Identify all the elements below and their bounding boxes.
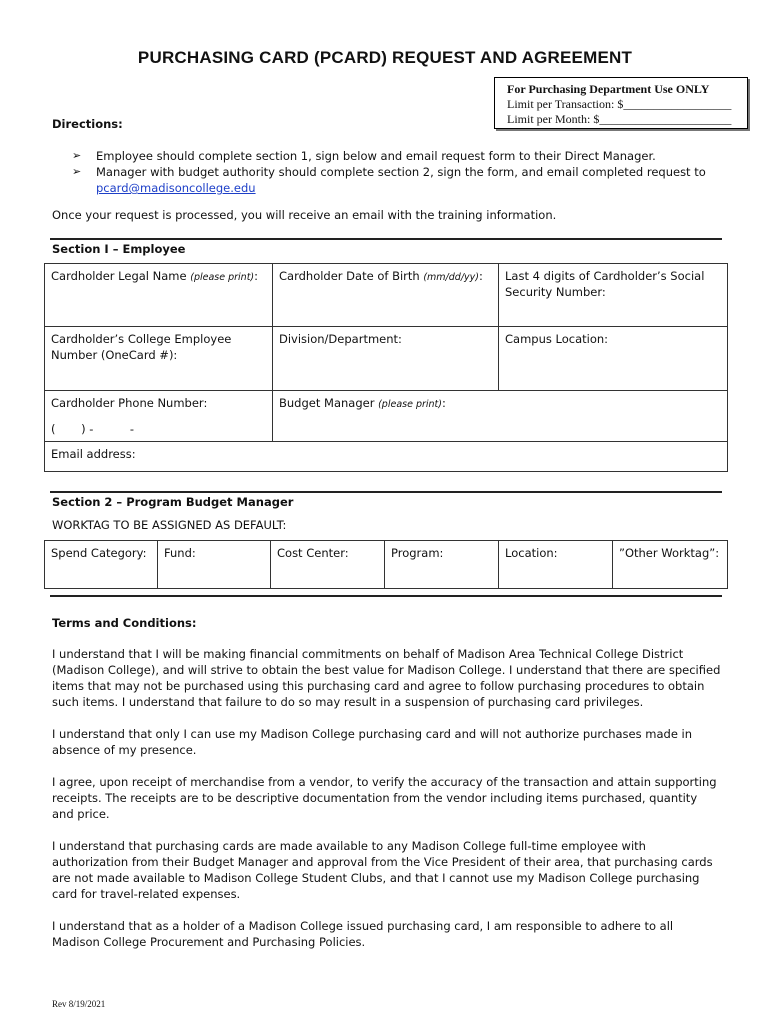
division-field[interactable] [273, 327, 499, 391]
directions-bullet-1 [72, 148, 712, 164]
arrow-bullet-icon: ➢ [72, 149, 82, 162]
revision-date: Rev 8/19/2021 [52, 999, 106, 1009]
employee-info-table [44, 263, 728, 472]
terms-rule [50, 595, 722, 597]
email-field[interactable] [45, 442, 728, 472]
purchasing-use-heading: For Purchasing Department Use ONLY [507, 82, 710, 96]
campus-field[interactable] [499, 327, 728, 391]
legal-name-field[interactable]: Cardholder Legal Name (please print): [45, 264, 273, 327]
section-2-rule [50, 491, 722, 493]
directions-list [72, 148, 712, 196]
fund-field[interactable] [158, 541, 271, 589]
employee-number-label-line1: Cardholder’s College Employee [51, 332, 232, 346]
other-worktag-field[interactable] [613, 541, 728, 589]
directions-bullet-1-text: Employee should complete section 1, sign below and email request form to their Direct Manager. [96, 149, 656, 163]
spend-category-label: Spend Category: [51, 546, 147, 560]
program-label: Program: [391, 546, 444, 560]
terms-paragraph-3: I agree, upon receipt of merchandise from a vendor, to verify the accuracy of the transaction and attain supporting receipts. The receipts are to be descriptive documentation from the vendor including items purchased, quantity and price. [52, 775, 717, 821]
phone-format: ( ) - - [51, 422, 135, 436]
fund-label: Fund: [164, 546, 196, 560]
cost-center-field[interactable] [271, 541, 385, 589]
location-field[interactable] [499, 541, 613, 589]
program-field[interactable] [385, 541, 499, 589]
other-worktag-label: ”Other Worktag”: [619, 546, 720, 560]
limit-per-transaction: Limit per Transaction: $__________________ [507, 97, 732, 111]
phone-label: Cardholder Phone Number: [51, 396, 208, 410]
section-1-rule [50, 238, 722, 240]
directions-bullet-2-body [96, 164, 706, 196]
cost-center-label: Cost Center: [277, 546, 349, 560]
location-label: Location: [505, 546, 558, 560]
purchasing-use-box [494, 77, 748, 129]
terms-body [52, 646, 722, 950]
terms-heading: Terms and Conditions: [52, 616, 197, 630]
section-2-heading: Section 2 – Program Budget Manager [52, 495, 294, 509]
terms-paragraph-5: I understand that as a holder of a Madison College issued purchasing card, I am responsible to adhere to all Madison College Procurement and Purchasing Policies. [52, 919, 674, 949]
dob-field[interactable]: Cardholder Date of Birth (mm/dd/yy): [273, 264, 499, 327]
ssn-label-line2: Security Number: [505, 285, 606, 299]
directions-heading: Directions: [52, 117, 123, 131]
terms-paragraph-4: I understand that purchasing cards are made available to any Madison College full-time employee with authorization from their Budget Manager and approval from the Vice President of their area, that purchasing cards are not made available to Madison College Student Clubs, and that I cannot use my Madison College purchasing card for travel-related expenses. [52, 839, 713, 901]
email-label: Email address: [51, 447, 136, 461]
pcard-email-link[interactable]: pcard@madisoncollege.edu [96, 181, 256, 195]
worktag-note: WORKTAG TO BE ASSIGNED AS DEFAULT: [52, 518, 287, 532]
arrow-bullet-icon: ➢ [72, 165, 82, 178]
employee-number-field[interactable] [45, 327, 273, 391]
campus-label: Campus Location: [505, 332, 609, 346]
terms-paragraph-1: I understand that I will be making financial commitments on behalf of Madison Area Technical College District (Madison College), and will strive to obtain the best value for Madison College. I understand that there are specified items that may not be purchased using this purchasing card and agree to follow purchasing procedures to obtain such items. I understand that failure to do so may result in a suspension of purchasing card privileges. [52, 647, 721, 709]
phone-field[interactable] [45, 391, 273, 442]
dob-hint: (mm/dd/yy) [423, 272, 479, 283]
limit-per-month: Limit per Month: $______________________ [507, 112, 732, 126]
directions-bullet-2-text: Manager with budget authority should complete section 2, sign the form, and email completed request to [96, 165, 706, 179]
legal-name-label: Cardholder Legal Name [51, 269, 187, 283]
spend-category-field[interactable] [45, 541, 158, 589]
ssn-field[interactable] [499, 264, 728, 327]
division-label: Division/Department: [279, 332, 402, 346]
worktag-table [44, 540, 728, 589]
dob-label: Cardholder Date of Birth [279, 269, 420, 283]
directions-note: Once your request is processed, you will receive an email with the training information. [52, 208, 557, 222]
budget-manager-label: Budget Manager [279, 396, 375, 410]
legal-name-hint: (please print) [190, 272, 255, 283]
section-1-heading: Section I – Employee [52, 242, 186, 256]
employee-number-label-line2: Number (OneCard #): [51, 348, 178, 362]
budget-manager-hint: (please print) [378, 399, 442, 410]
page-title: PURCHASING CARD (PCARD) REQUEST AND AGREEMENT [137, 48, 633, 67]
budget-manager-field[interactable]: Budget Manager (please print): [273, 391, 728, 442]
directions-bullet-2 [72, 164, 712, 196]
terms-paragraph-2: I understand that only I can use my Madison College purchasing card and will not authorize purchases made in absence of my presence. [52, 727, 693, 757]
ssn-label-line1: Last 4 digits of Cardholder’s Social [505, 269, 705, 283]
